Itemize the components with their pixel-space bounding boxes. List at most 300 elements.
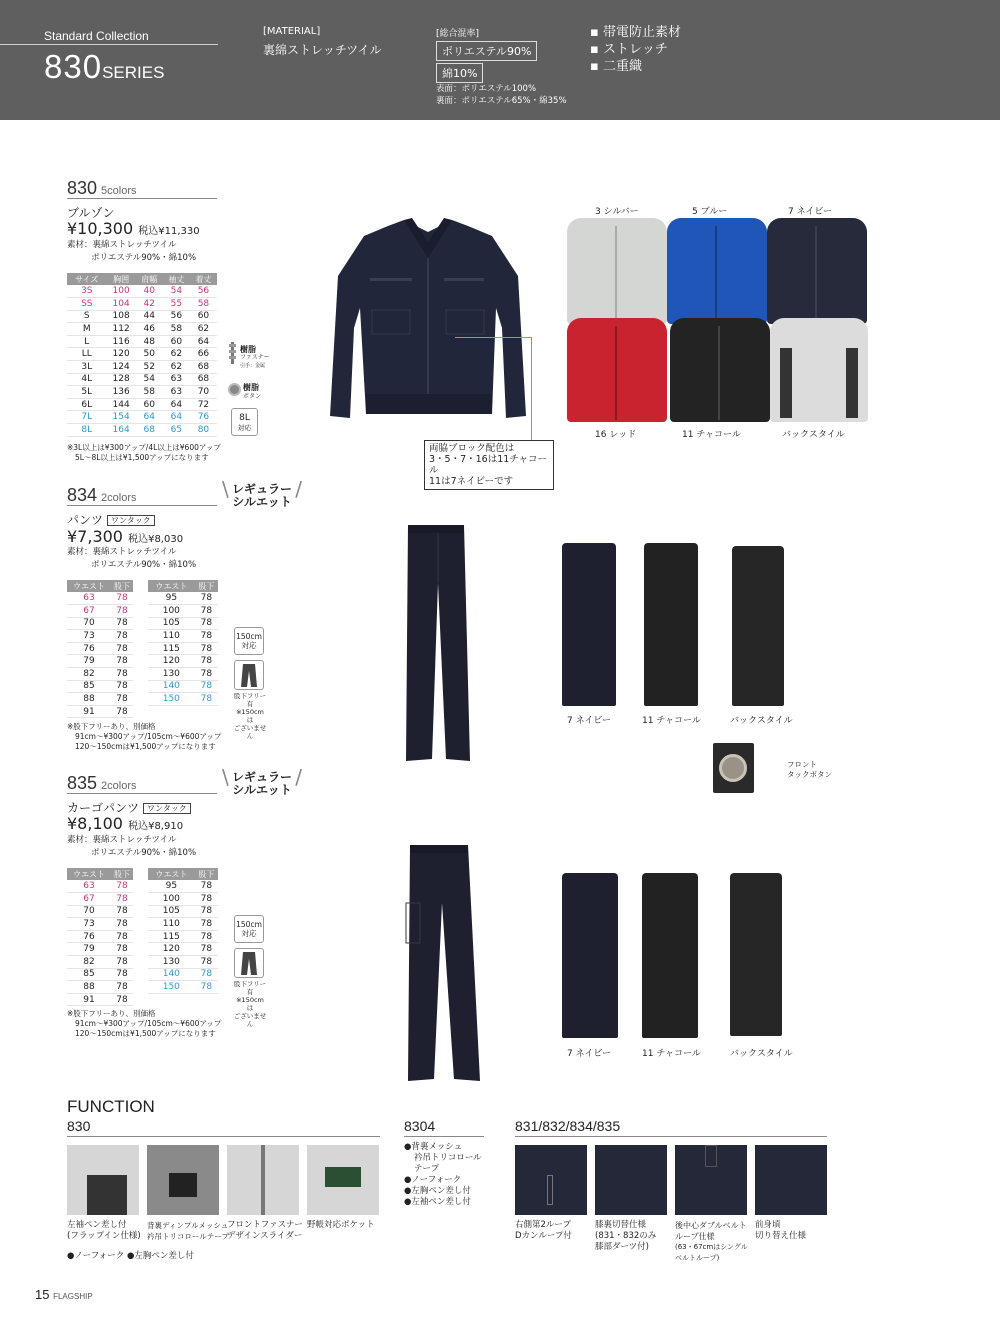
product-830-price: ¥10,300 税込¥11,330 bbox=[67, 219, 200, 238]
table-cell: 64 bbox=[190, 335, 217, 348]
feature-image-front bbox=[755, 1145, 827, 1215]
table-row bbox=[67, 424, 217, 437]
pants-icon bbox=[234, 660, 264, 690]
pants-835-main-image bbox=[398, 843, 488, 1083]
table-cell: 105 bbox=[148, 617, 195, 630]
table-cell: 63 bbox=[67, 880, 111, 893]
table-cell: 62 bbox=[190, 323, 217, 336]
product-830-price-tax: 税込¥11,330 bbox=[138, 226, 200, 237]
product-830-name: ブルゾン bbox=[67, 206, 115, 220]
table-cell: S bbox=[67, 310, 107, 323]
table-cell: 64 bbox=[163, 411, 190, 424]
table-cell: 82 bbox=[67, 668, 111, 681]
table-cell: 63 bbox=[163, 373, 190, 386]
table-row bbox=[67, 693, 133, 706]
table-row bbox=[67, 668, 133, 681]
inseam-free-note: 股下フリー有 ※150cmは ございません bbox=[233, 980, 267, 1028]
product-830-number: 830 5colors bbox=[67, 178, 137, 198]
table-cell: 78 bbox=[195, 668, 218, 681]
feature-item: ▪ 帯電防止素材 bbox=[590, 25, 681, 40]
table-row bbox=[67, 893, 133, 906]
table-cell: 48 bbox=[136, 335, 163, 348]
table-cell: LL bbox=[67, 348, 107, 361]
silhouette-834: \ レギュラー シルエット / bbox=[222, 477, 302, 509]
table-cell: 124 bbox=[107, 361, 136, 374]
table-row bbox=[148, 918, 218, 931]
feature-caption: フロントファスナー デザインスライダー bbox=[227, 1220, 303, 1241]
jacket-navy bbox=[767, 218, 867, 324]
table-row bbox=[67, 943, 133, 956]
table-cell: 78 bbox=[111, 617, 133, 630]
tack-button-image bbox=[713, 743, 754, 793]
product-835-rule bbox=[67, 793, 217, 794]
table-row bbox=[67, 981, 133, 994]
table-cell: 42 bbox=[136, 298, 163, 311]
material-name: 裏綿ストレッチツイル bbox=[263, 43, 382, 57]
table-row bbox=[67, 335, 217, 348]
table-row bbox=[67, 655, 133, 668]
table-cell: 73 bbox=[67, 918, 111, 931]
color-label-charcoal: 11 チャコール bbox=[682, 430, 741, 440]
table-row bbox=[148, 905, 218, 918]
table-row bbox=[67, 680, 133, 693]
table-row bbox=[67, 592, 133, 605]
table-cell: 78 bbox=[195, 981, 218, 994]
table-cell: 78 bbox=[111, 655, 133, 668]
table-row bbox=[67, 905, 133, 918]
table-row bbox=[148, 655, 218, 668]
color-label-834-back: バックスタイル bbox=[730, 716, 793, 726]
table-cell: 150 bbox=[148, 981, 195, 994]
table-cell: 78 bbox=[111, 705, 133, 718]
table-row bbox=[148, 680, 218, 693]
product-834-name: パンツ ワンタック bbox=[67, 511, 155, 528]
product-834-number: 834 2colors bbox=[67, 485, 137, 505]
size-table-835-right: ウエスト 股下 95 78 100 78 105 78 110 78 115 78 120 78 130 78 140 78 150 78 bbox=[148, 868, 218, 994]
table-row bbox=[148, 968, 218, 981]
product-835-price: ¥8,100 税込¥8,910 bbox=[67, 814, 184, 833]
product-835-name: カーゴパンツ ワンタック bbox=[67, 799, 191, 816]
function-830-subtitle: 830 bbox=[67, 1118, 91, 1134]
table-cell: 85 bbox=[67, 968, 111, 981]
size-8l-badge: 8L 対応 bbox=[231, 408, 258, 436]
table-cell: 95 bbox=[148, 880, 195, 893]
table-row bbox=[67, 918, 133, 931]
callout-line bbox=[455, 337, 531, 338]
table-cell: 78 bbox=[195, 617, 218, 630]
jacket-silver bbox=[567, 218, 667, 324]
table-row bbox=[148, 668, 218, 681]
color-label-silver: 3 シルバー bbox=[595, 207, 639, 217]
product-835-colors: 2colors bbox=[101, 780, 137, 792]
table-cell: 115 bbox=[148, 930, 195, 943]
size-table-830: サイズ 胸囲 肩幅 袖丈 着丈 3S 100 40 54 56 SS 104 42 55 58 S 108 44 56 60 M 112 46 58 62 L 116 48 60 64 LL 120 50 62 66 3L 124 52 62 68 4L 128 54 63 68 5L 136 58 63 70 6L 144 60 64 72 7L 154 64 64 76 8L 164 68 65 80 bbox=[67, 273, 217, 437]
page-number: 15 bbox=[35, 1287, 50, 1302]
table-cell: 76 bbox=[190, 411, 217, 424]
pants-834-charcoal bbox=[644, 543, 698, 706]
fastener-label: 樹脂 ファスナー 引手：金属 bbox=[240, 345, 270, 369]
table-cell: 78 bbox=[111, 630, 133, 643]
table-cell: 60 bbox=[136, 398, 163, 411]
table-cell: 78 bbox=[195, 880, 218, 893]
function-title: FUNCTION bbox=[67, 1097, 155, 1116]
table-cell: 46 bbox=[136, 323, 163, 336]
feature-caption: 背裏ディンプルメッシュ 衿吊トリコロールテープ bbox=[147, 1221, 229, 1241]
product-830-colors: 5colors bbox=[101, 185, 137, 197]
table-cell: 65 bbox=[163, 424, 190, 437]
table-cell: 80 bbox=[190, 424, 217, 437]
table-cell: 70 bbox=[67, 617, 111, 630]
table-cell: 68 bbox=[190, 361, 217, 374]
table-cell: 100 bbox=[148, 893, 195, 906]
table-row bbox=[67, 348, 217, 361]
table-cell: 72 bbox=[190, 398, 217, 411]
table-cell: 7L bbox=[67, 411, 107, 424]
table-cell: 6L bbox=[67, 398, 107, 411]
table-cell: 62 bbox=[163, 348, 190, 361]
feature-image-mesh bbox=[147, 1145, 219, 1215]
size-note-830: ※3L以上は¥300アップ/4L以上は¥600アップ 5L〜8L以上は¥1,500アップになります bbox=[67, 443, 221, 462]
table-row bbox=[67, 642, 133, 655]
table-cell: 58 bbox=[190, 298, 217, 311]
silhouette-835: \ レギュラー シルエット / bbox=[222, 765, 302, 797]
table-cell: 8L bbox=[67, 424, 107, 437]
product-830-material: 素材：裏綿ストレッチツイル ポリエステル90%・綿10% bbox=[67, 240, 197, 263]
table-cell: L bbox=[67, 335, 107, 348]
table-cell: 64 bbox=[163, 398, 190, 411]
product-834-price: ¥7,300 税込¥8,030 bbox=[67, 527, 184, 546]
table-cell: 78 bbox=[111, 918, 133, 931]
table-cell: 54 bbox=[163, 285, 190, 298]
table-cell: 140 bbox=[148, 968, 195, 981]
material-label: [MATERIAL] bbox=[263, 26, 321, 37]
table-row bbox=[67, 323, 217, 336]
table-row bbox=[67, 880, 133, 893]
size-table-834-right: ウエスト 股下 95 78 100 78 105 78 110 78 115 78 120 78 130 78 140 78 150 78 bbox=[148, 580, 218, 706]
table-cell: 78 bbox=[195, 930, 218, 943]
collection-label: Standard Collection bbox=[44, 29, 149, 43]
table-row bbox=[148, 693, 218, 706]
table-cell: 78 bbox=[111, 605, 133, 618]
table-cell: 104 bbox=[107, 298, 136, 311]
table-cell: 76 bbox=[67, 930, 111, 943]
color-label-navy: 7 ネイビー bbox=[788, 207, 833, 217]
series-word: SERIES bbox=[102, 63, 165, 82]
table-cell: 112 bbox=[107, 323, 136, 336]
series-title bbox=[44, 48, 164, 86]
callout-line-vertical bbox=[531, 337, 532, 440]
table-cell: 68 bbox=[136, 424, 163, 437]
table-cell: 91 bbox=[67, 993, 111, 1006]
table-row bbox=[148, 930, 218, 943]
table-cell: 78 bbox=[195, 968, 218, 981]
table-cell: 70 bbox=[67, 905, 111, 918]
table-cell: 78 bbox=[111, 905, 133, 918]
jacket-main-image bbox=[326, 218, 531, 426]
series-number: 830 bbox=[44, 48, 103, 85]
table-cell: 95 bbox=[148, 592, 195, 605]
table-cell: 91 bbox=[67, 705, 111, 718]
color-label-834-charcoal: 11 チャコール bbox=[642, 716, 701, 726]
color-label-834-navy: 7 ネイビー bbox=[567, 716, 612, 726]
table-cell: 79 bbox=[67, 655, 111, 668]
table-cell: 88 bbox=[67, 981, 111, 994]
zipper-icon bbox=[228, 342, 237, 364]
composition-cotton: 綿10% bbox=[436, 63, 483, 83]
table-cell: 40 bbox=[136, 285, 163, 298]
table-cell: 78 bbox=[195, 655, 218, 668]
table-row bbox=[67, 285, 217, 298]
table-cell: 44 bbox=[136, 310, 163, 323]
page-footer bbox=[35, 1287, 93, 1302]
inseam-150-badge: 150cm 対応 bbox=[234, 627, 264, 655]
table-cell: 54 bbox=[136, 373, 163, 386]
jacket-charcoal bbox=[670, 318, 770, 422]
table-row bbox=[67, 956, 133, 969]
table-row bbox=[67, 411, 217, 424]
table-cell: 78 bbox=[111, 968, 133, 981]
pants-835-back bbox=[730, 873, 782, 1036]
table-cell: 66 bbox=[190, 348, 217, 361]
table-cell: 68 bbox=[190, 373, 217, 386]
table-cell: 154 bbox=[107, 411, 136, 424]
table-cell: 115 bbox=[148, 642, 195, 655]
table-cell: 130 bbox=[148, 668, 195, 681]
table-cell: 140 bbox=[148, 680, 195, 693]
composition-polyester: ポリエステル90% bbox=[436, 41, 537, 61]
table-cell: 73 bbox=[67, 630, 111, 643]
product-830-rule bbox=[67, 198, 217, 199]
product-835-number: 835 2colors bbox=[67, 773, 137, 793]
header-band bbox=[0, 0, 1000, 120]
inseam-free-note: 股下フリー有 ※150cmは ございません bbox=[233, 692, 267, 740]
feature-image-knee bbox=[595, 1145, 667, 1215]
table-cell: 78 bbox=[111, 981, 133, 994]
feature-list-8304: ●背裏メッシュ 衿吊トリコロール テープ ●ノーフォーク ●左胸ペン差し付 ●左袖ペン差し付 bbox=[404, 1142, 482, 1207]
table-cell: 78 bbox=[195, 693, 218, 706]
table-cell: 78 bbox=[195, 680, 218, 693]
table-row bbox=[67, 361, 217, 374]
table-cell: 78 bbox=[195, 630, 218, 643]
table-cell: 110 bbox=[148, 630, 195, 643]
product-834-material: 素材：裏綿ストレッチツイル ポリエステル90%・綿10% bbox=[67, 547, 197, 570]
table-cell: 4L bbox=[67, 373, 107, 386]
color-label-red: 16 レッド bbox=[595, 430, 637, 440]
table-cell: 3L bbox=[67, 361, 107, 374]
table-row bbox=[67, 930, 133, 943]
table-cell: 105 bbox=[148, 905, 195, 918]
product-834-colors: 2colors bbox=[101, 492, 137, 504]
table-cell: 56 bbox=[190, 285, 217, 298]
table-cell: 85 bbox=[67, 680, 111, 693]
table-row bbox=[148, 981, 218, 994]
table-row bbox=[67, 968, 133, 981]
table-row bbox=[148, 605, 218, 618]
table-cell: 78 bbox=[111, 893, 133, 906]
table-row bbox=[148, 592, 218, 605]
table-cell: 100 bbox=[148, 605, 195, 618]
table-cell: 62 bbox=[163, 361, 190, 374]
composition-note-face: 表面：ポリエステル100% bbox=[436, 84, 537, 94]
function-pants-rule bbox=[515, 1136, 827, 1137]
table-row bbox=[67, 993, 133, 1006]
color-label-835-back: バックスタイル bbox=[730, 1049, 793, 1059]
table-cell: 55 bbox=[163, 298, 190, 311]
button-label: 樹脂 ボタン bbox=[243, 383, 262, 400]
composition-label: [総合混率] bbox=[436, 29, 480, 39]
table-cell: 78 bbox=[195, 918, 218, 931]
table-cell: 63 bbox=[163, 386, 190, 399]
feature-item: ▪ 二重織 bbox=[590, 59, 642, 74]
table-cell: 58 bbox=[136, 386, 163, 399]
feature-caption: 膝裏切替仕様 (831・832のみ 膝部ダーツ付) bbox=[595, 1220, 657, 1252]
feature-caption: 左袖ペン差し付 (フラップイン仕様) bbox=[67, 1220, 141, 1241]
table-cell: 144 bbox=[107, 398, 136, 411]
table-cell: 78 bbox=[111, 693, 133, 706]
table-cell: 128 bbox=[107, 373, 136, 386]
color-label-back: バックスタイル bbox=[782, 430, 845, 440]
function-pants-subtitle: 831/832/834/835 bbox=[515, 1118, 621, 1134]
table-cell: 76 bbox=[67, 642, 111, 655]
product-835-material: 素材：裏綿ストレッチツイル ポリエステル90%・綿10% bbox=[67, 835, 197, 858]
table-row bbox=[67, 398, 217, 411]
table-row bbox=[67, 310, 217, 323]
table-cell: 110 bbox=[148, 918, 195, 931]
table-cell: 78 bbox=[111, 943, 133, 956]
table-cell: 88 bbox=[67, 693, 111, 706]
table-cell: 78 bbox=[111, 956, 133, 969]
table-cell: 70 bbox=[190, 386, 217, 399]
table-row bbox=[67, 617, 133, 630]
table-cell: 120 bbox=[107, 348, 136, 361]
feature-caption: 後中心ダブルベルト ループ仕様 (63・67cmはシングル ベルトループ) bbox=[675, 1221, 748, 1262]
table-cell: 79 bbox=[67, 943, 111, 956]
pants-835-navy bbox=[562, 873, 618, 1038]
table-row bbox=[148, 630, 218, 643]
size-note-834: ※股下フリーあり、別価格 91cm〜¥300アップ/105cm〜¥600アップ 120〜150cmは¥1,500アップになります bbox=[67, 722, 222, 751]
pants-835-charcoal bbox=[642, 873, 698, 1038]
feature-image-sleeve-pen bbox=[67, 1145, 139, 1215]
feature-note-830: ●ノーフォーク ●左胸ペン差し付 bbox=[67, 1251, 194, 1261]
table-cell: 78 bbox=[195, 642, 218, 655]
color-label-blue: 5 ブルー bbox=[692, 207, 728, 217]
feature-image-d-loop bbox=[515, 1145, 587, 1215]
table-row bbox=[148, 893, 218, 906]
button-icon bbox=[228, 383, 241, 396]
table-cell: 52 bbox=[136, 361, 163, 374]
feature-caption: 前身頃 切り替え仕様 bbox=[755, 1220, 807, 1241]
table-cell: 78 bbox=[111, 880, 133, 893]
function-830-rule bbox=[67, 1136, 380, 1137]
table-cell: 78 bbox=[195, 943, 218, 956]
table-cell: 164 bbox=[107, 424, 136, 437]
table-cell: 64 bbox=[136, 411, 163, 424]
table-cell: 120 bbox=[148, 655, 195, 668]
composition-note-back: 裏面：ポリエステル65%・綿35% bbox=[436, 96, 567, 106]
table-cell: 120 bbox=[148, 943, 195, 956]
footer-label: FLAGSHIP bbox=[53, 1292, 93, 1301]
feature-image-zipper bbox=[227, 1145, 299, 1215]
color-label-835-navy: 7 ネイビー bbox=[567, 1049, 612, 1059]
feature-caption: 右側第2ループ Dカンループ付 bbox=[515, 1220, 572, 1241]
table-cell: 58 bbox=[163, 323, 190, 336]
size-table-835-left: ウエスト 股下 63 78 67 78 70 78 73 78 76 78 79 78 82 78 85 78 88 78 91 78 bbox=[67, 868, 133, 1006]
table-cell: 78 bbox=[195, 893, 218, 906]
table-row bbox=[67, 386, 217, 399]
table-row bbox=[67, 705, 133, 718]
table-cell: 67 bbox=[67, 893, 111, 906]
table-cell: 78 bbox=[195, 905, 218, 918]
table-cell: 63 bbox=[67, 592, 111, 605]
table-row bbox=[148, 956, 218, 969]
table-cell: 78 bbox=[195, 592, 218, 605]
table-row bbox=[148, 617, 218, 630]
pants-834-back bbox=[732, 546, 784, 706]
feature-image-belt-loop bbox=[675, 1145, 747, 1215]
table-row bbox=[67, 298, 217, 311]
table-cell: 5L bbox=[67, 386, 107, 399]
composition-note bbox=[436, 83, 567, 107]
table-cell: 78 bbox=[111, 930, 133, 943]
table-cell: 78 bbox=[111, 680, 133, 693]
product-835-price-tax: 税込¥8,910 bbox=[128, 821, 184, 832]
pants-834-main-image bbox=[398, 523, 478, 763]
table-cell: 78 bbox=[195, 605, 218, 618]
jacket-blue bbox=[667, 218, 767, 324]
table-row bbox=[148, 642, 218, 655]
table-row bbox=[67, 605, 133, 618]
table-cell: 116 bbox=[107, 335, 136, 348]
color-label-835-charcoal: 11 チャコール bbox=[642, 1049, 701, 1059]
table-row bbox=[67, 373, 217, 386]
color-callout: 両脇ブロック配色は 3・5・7・16は11チャコール 11は7ネイビーです bbox=[424, 440, 554, 490]
one-tuck-tag: ワンタック bbox=[143, 803, 191, 814]
table-cell: 67 bbox=[67, 605, 111, 618]
table-cell: 3S bbox=[67, 285, 107, 298]
feature-list bbox=[590, 24, 681, 75]
table-cell: 78 bbox=[195, 956, 218, 969]
table-row bbox=[148, 943, 218, 956]
product-834-rule bbox=[67, 505, 217, 506]
jacket-red bbox=[567, 318, 667, 422]
table-row bbox=[148, 880, 218, 893]
feature-image-pocket bbox=[307, 1145, 379, 1215]
header-divider bbox=[0, 44, 218, 45]
pants-834-navy bbox=[562, 543, 616, 706]
table-cell: 60 bbox=[190, 310, 217, 323]
product-834-price-tax: 税込¥8,030 bbox=[128, 534, 184, 545]
table-cell: 100 bbox=[107, 285, 136, 298]
jacket-back bbox=[770, 318, 868, 422]
table-cell: 78 bbox=[111, 993, 133, 1006]
tack-button-label: フロント タックボタン bbox=[787, 760, 832, 779]
table-cell: 78 bbox=[111, 668, 133, 681]
feature-item: ▪ ストレッチ bbox=[590, 42, 668, 57]
one-tuck-tag: ワンタック bbox=[107, 515, 155, 526]
table-cell: 78 bbox=[111, 642, 133, 655]
table-cell: 82 bbox=[67, 956, 111, 969]
feature-caption: 野帳対応ポケット bbox=[307, 1220, 375, 1230]
table-cell: 78 bbox=[111, 592, 133, 605]
function-8304-subtitle: 8304 bbox=[404, 1118, 436, 1134]
table-cell: 130 bbox=[148, 956, 195, 969]
pants-icon bbox=[234, 948, 264, 978]
table-cell: 136 bbox=[107, 386, 136, 399]
inseam-150-badge: 150cm 対応 bbox=[234, 915, 264, 943]
table-cell: 56 bbox=[163, 310, 190, 323]
table-cell: 60 bbox=[163, 335, 190, 348]
table-cell: 50 bbox=[136, 348, 163, 361]
